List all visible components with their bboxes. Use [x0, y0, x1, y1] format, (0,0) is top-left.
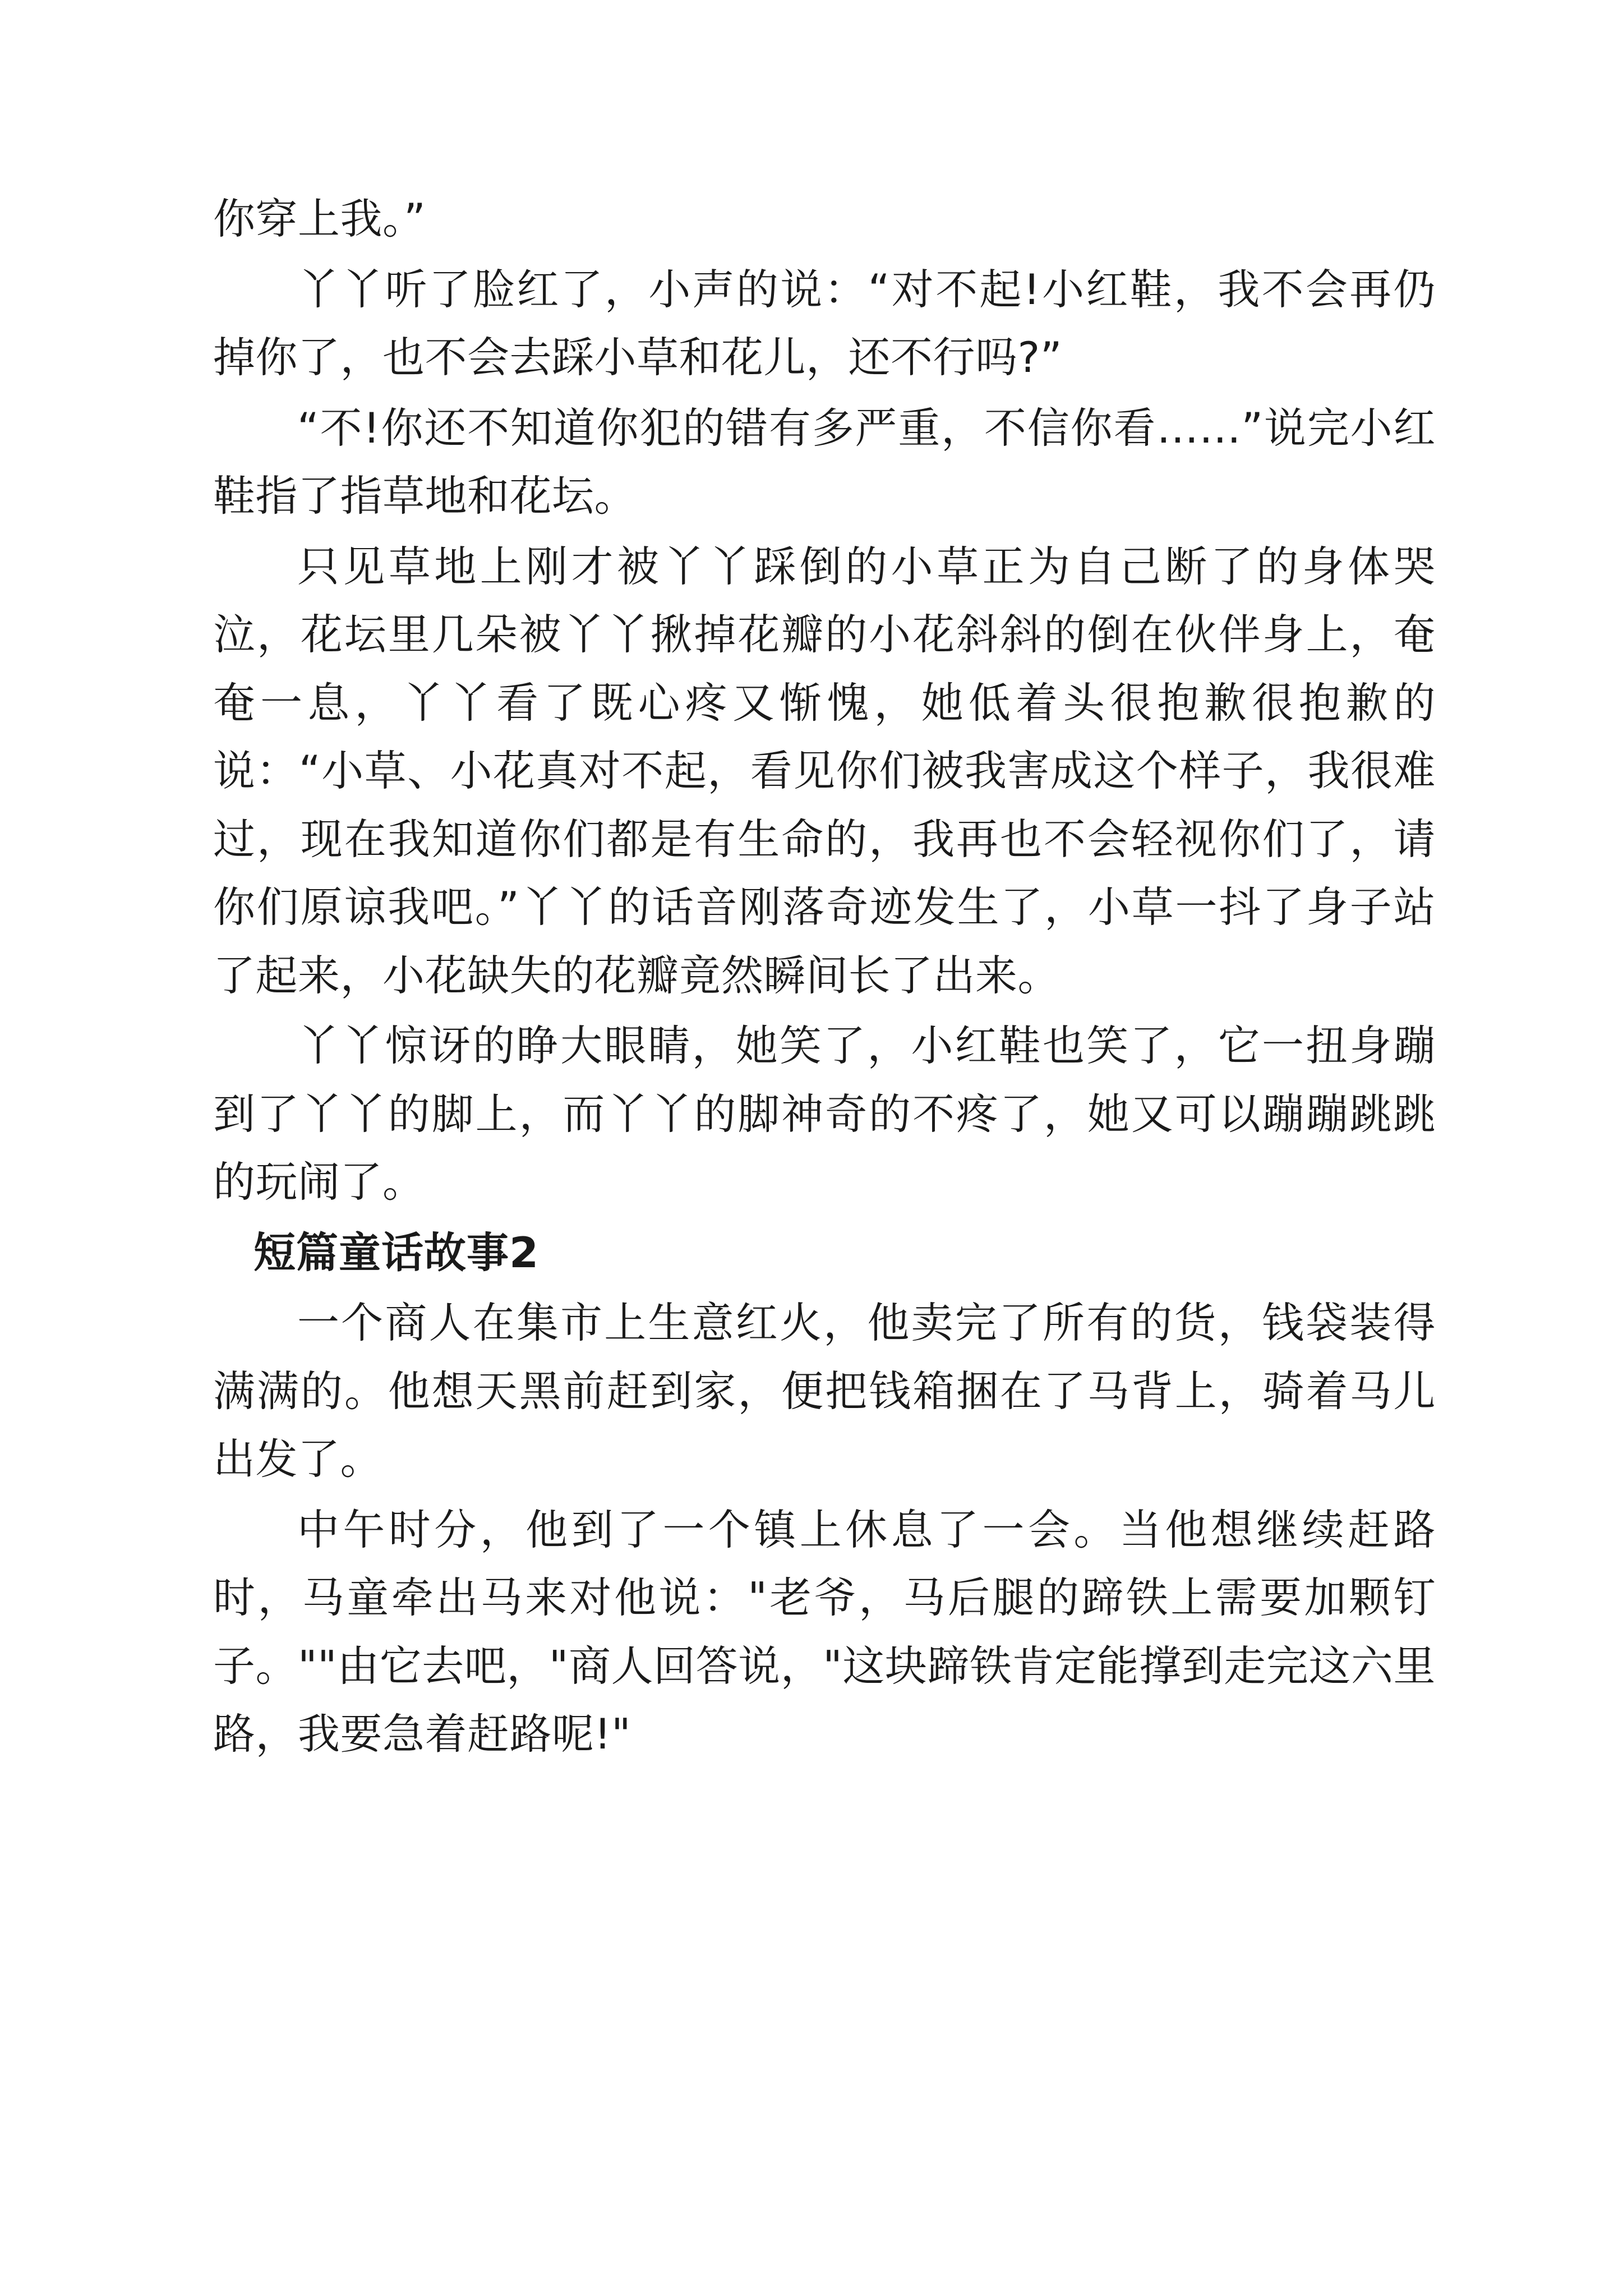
paragraph: 只见草地上刚才被丫丫踩倒的小草正为自己断了的身体哭泣，花坛里几朵被丫丫揪掉花瓣的小花斜斜的倒在伙伴身上，奄奄一息，丫丫看了既心疼又惭愧，她低着头很抱歉很抱歉的说：“小草、小花真对不起，看见你们被我害成这个样子，我很难过，现在我知道你们都是有生命的，我再也不会轻视你们了，请你们原谅我吧。”丫丫的话音刚落奇迹发生了，小草一抖了身子站了起来，小花缺失的花瓣竟然瞬间长了出来。 [213, 541, 1436, 1000]
paragraph: “不!你还不知道你犯的错有多严重，不信你看……”说完小红鞋指了指草地和花坛。 [213, 403, 1436, 521]
paragraph: 丫丫听了脸红了，小声的说：“对不起!小红鞋，我不会再仍掉你了，也不会去踩小草和花儿，还不行吗?” [213, 264, 1436, 382]
document-body [213, 185, 1436, 1769]
paragraph: 丫丫惊讶的睁大眼睛，她笑了，小红鞋也笑了，它一扭身蹦到了丫丫的脚上，而丫丫的脚神奇的不疼了，她又可以蹦蹦跳跳的玩闹了。 [213, 1021, 1436, 1207]
paragraph: 一个商人在集市上生意红火，他卖完了所有的货，钱袋装得满满的。他想天黑前赶到家，便把钱箱捆在了马背上，骑着马儿出发了。 [213, 1298, 1436, 1484]
paragraph: 中午时分，他到了一个镇上休息了一会。当他想继续赶路时，马童牵出马来对他说："老爷，马后腿的蹄铁上需要加颗钉子。""由它去吧，"商人回答说，"这块蹄铁肯定能撑到走完这六里路，我要急着赶路呢!" [213, 1504, 1436, 1759]
section-heading: 短篇童话故事2 [253, 1227, 540, 1277]
paragraph: 你穿上我。” [213, 194, 426, 243]
